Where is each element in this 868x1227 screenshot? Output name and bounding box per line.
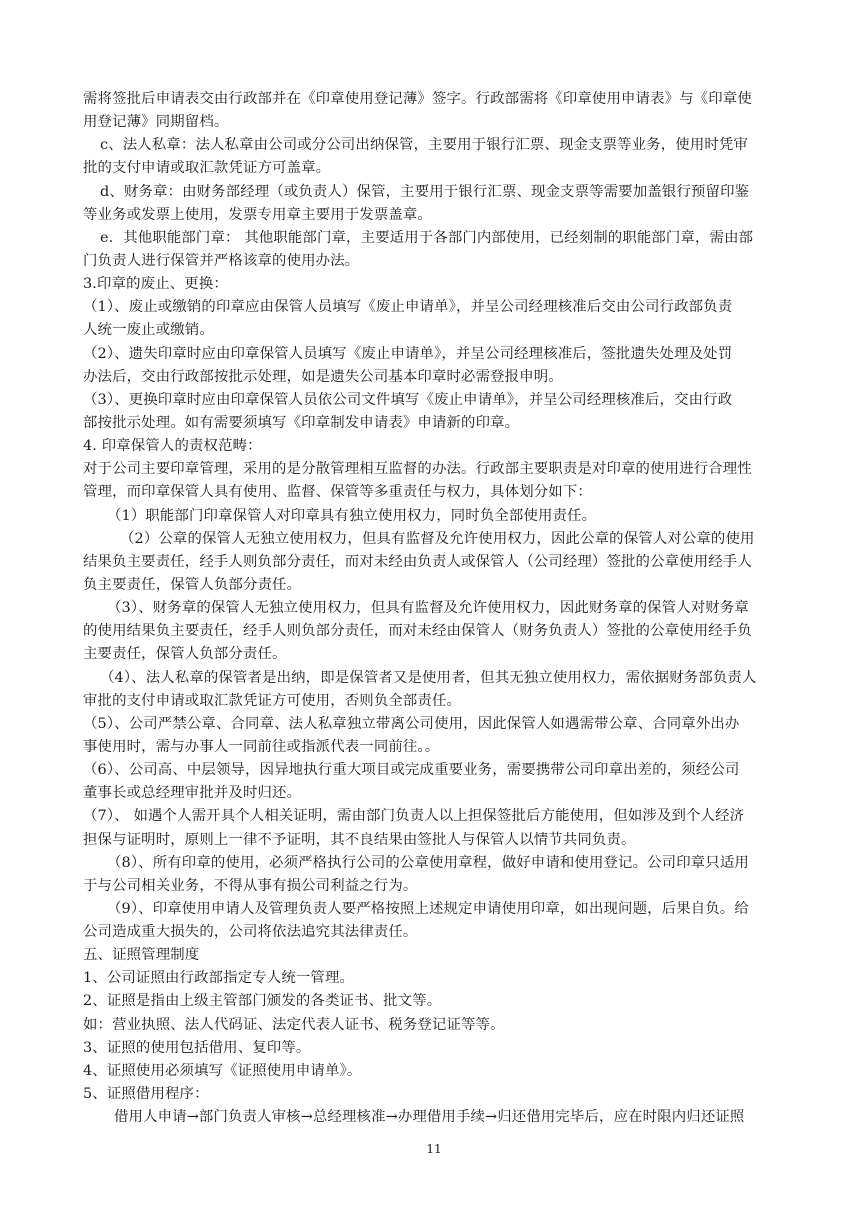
text-line: 担保与证明时，原则上一律不予证明，其不良结果由签批人与保管人以情节共同负责。	[83, 831, 636, 848]
text-line: 主要责任，保管人负部分责任。	[83, 646, 287, 663]
text-line: 用登记薄》同期留档。	[83, 114, 229, 131]
text-line: 事使用时，需与办事人一同前往或指派代表一同前往。。	[83, 738, 440, 755]
text-line: 5、证照借用程序：	[83, 1086, 209, 1103]
text-line: 结果负主要责任，经手人则负部分责任，而对未经由负责人或保管人（公司经理）签批的公章使用经手人	[83, 553, 752, 570]
text-line: 对于公司主要印章管理，采用的是分散管理相互监督的办法。行政部主要职责是对印章的使用进行合理性	[83, 461, 752, 478]
text-line: 管理，而印章保管人具有使用、监督、保管等多重责任与权力，具体划分如下：	[83, 484, 592, 501]
text-line: （8）、所有印章的使用，必须严格执行公司的公章使用章程，做好申请和使用登记。公司印章只适用	[107, 854, 749, 871]
text-line: 人统一废止或缴销。	[83, 322, 214, 339]
text-line: 4、证照使用必须填写《证照使用申请单》。	[83, 1062, 362, 1079]
text-line: 批的支付申请或取汇款凭证方可盖章。	[83, 160, 331, 177]
text-line: d、财务章：由财务部经理（或负责人）保管，主要用于银行汇票、现金支票等需要加盖银行预留印鉴	[100, 183, 750, 200]
text-line: 部按批示处理。如有需要须填写《印章制发申请表》申请新的印章。	[83, 414, 520, 431]
text-line: （6）、公司高、中层领导，因异地执行重大项目或完成重要业务，需要携带公司印章出差的，须经公司	[83, 762, 740, 779]
text-line: （1）、废止或缴销的印章应由保管人员填写《废止申请单》，并呈公司经理核准后交由公司行政部负责	[83, 299, 733, 316]
text-line: 3、证照的使用包括借用、复印等。	[83, 1039, 311, 1056]
text-line: 3.印章的废止、更换：	[83, 276, 228, 293]
text-line: （4）、法人私章的保管者是出纳，即是保管者又是使用者，但其无独立使用权力，需依据财务部负责人	[100, 669, 757, 686]
text-line: （2）公章的保管人无独立使用权力，但具有监督及允许使用权力，因此公章的保管人对公章的使用	[120, 530, 755, 547]
text-line: （2）、遗失印章时应由印章保管人员填写《废止申请单》，并呈公司经理核准后，签批遗失处理及处罚	[83, 345, 733, 362]
text-line: （1）职能部门印章保管人对印章具有独立使用权力，同时负全部使用责任。	[107, 507, 597, 524]
text-line: 于与公司相关业务，不得从事有损公司利益之行为。	[83, 877, 418, 894]
text-line: 审批的支付申请或取汇款凭证方可使用，否则负全部责任。	[83, 692, 462, 709]
text-line: （9）、印章使用申请人及管理负责人要严格按照上述规定申请使用印章，如出现问题，后果自负。给	[107, 900, 749, 917]
text-line: 等业务或发票上使用，发票专用章主要用于发票盖章。	[83, 206, 432, 223]
text-line: 2、证照是指由上级主管部门颁发的各类证书、批文等。	[83, 993, 442, 1010]
text-line: 1、公司证照由行政部指定专人统一管理。	[83, 970, 355, 987]
text-line: 门负责人进行保管并严格该章的使用办法。	[83, 252, 360, 269]
text-line: 如：营业执照、法人代码证、法定代表人证书、税务登记证等等。	[83, 1016, 505, 1033]
text-line: 公司造成重大损失的，公司将依法追究其法律责任。	[83, 924, 418, 941]
text-line: 借用人申请→部门负责人审核→总经理核准→办理借用手续→归还借用完毕后，应在时限内归还证照	[114, 1109, 745, 1126]
text-line: 五、证照管理制度	[83, 947, 200, 964]
text-line: c、法人私章：法人私章由公司或分公司出纳保管，主要用于银行汇票、现金支票等业务，使用时凭审	[100, 137, 749, 154]
document-body	[83, 88, 787, 1129]
text-line: 办法后，交由行政部按批示处理，如是遗失公司基本印章时必需登报申明。	[83, 368, 563, 385]
text-line: （3）、更换印章时应由印章保管人员依公司文件填写《废止申请单》，并呈公司经理核准后，交由行政	[83, 391, 733, 408]
text-line: 4. 印章保管人的责权范畴：	[83, 438, 262, 455]
text-line: （5）、公司严禁公章、合同章、法人私章独立带离公司使用，因此保管人如遇需带公章、合同章外出办	[83, 715, 740, 732]
text-line: 负主要责任，保管人负部分责任。	[83, 576, 302, 593]
text-line: 需将签批后申请表交由行政部并在《印章使用登记薄》签字。行政部需将《印章使用申请表》与《印章使	[83, 91, 752, 107]
text-line: e．其他职能部门章： 其他职能部门章，主要适用于各部门内部使用，已经刻制的职能部门章，需由部	[100, 229, 754, 246]
text-line: （7）、 如遇个人需开具个人相关证明，需由部门负责人以上担保签批后方能使用，但如涉及到个人经济	[83, 808, 745, 825]
text-line: 董事长或总经理审批并及时归还。	[83, 785, 302, 802]
text-line: （3）、财务章的保管人无独立使用权力，但具有监督及允许使用权力，因此财务章的保管人对财务章	[107, 600, 749, 617]
page-number: 11	[426, 1142, 442, 1156]
text-line: 的使用结果负主要责任，经手人则负部分责任，而对未经由保管人（财务负责人）签批的公章使用经手负	[83, 623, 752, 640]
